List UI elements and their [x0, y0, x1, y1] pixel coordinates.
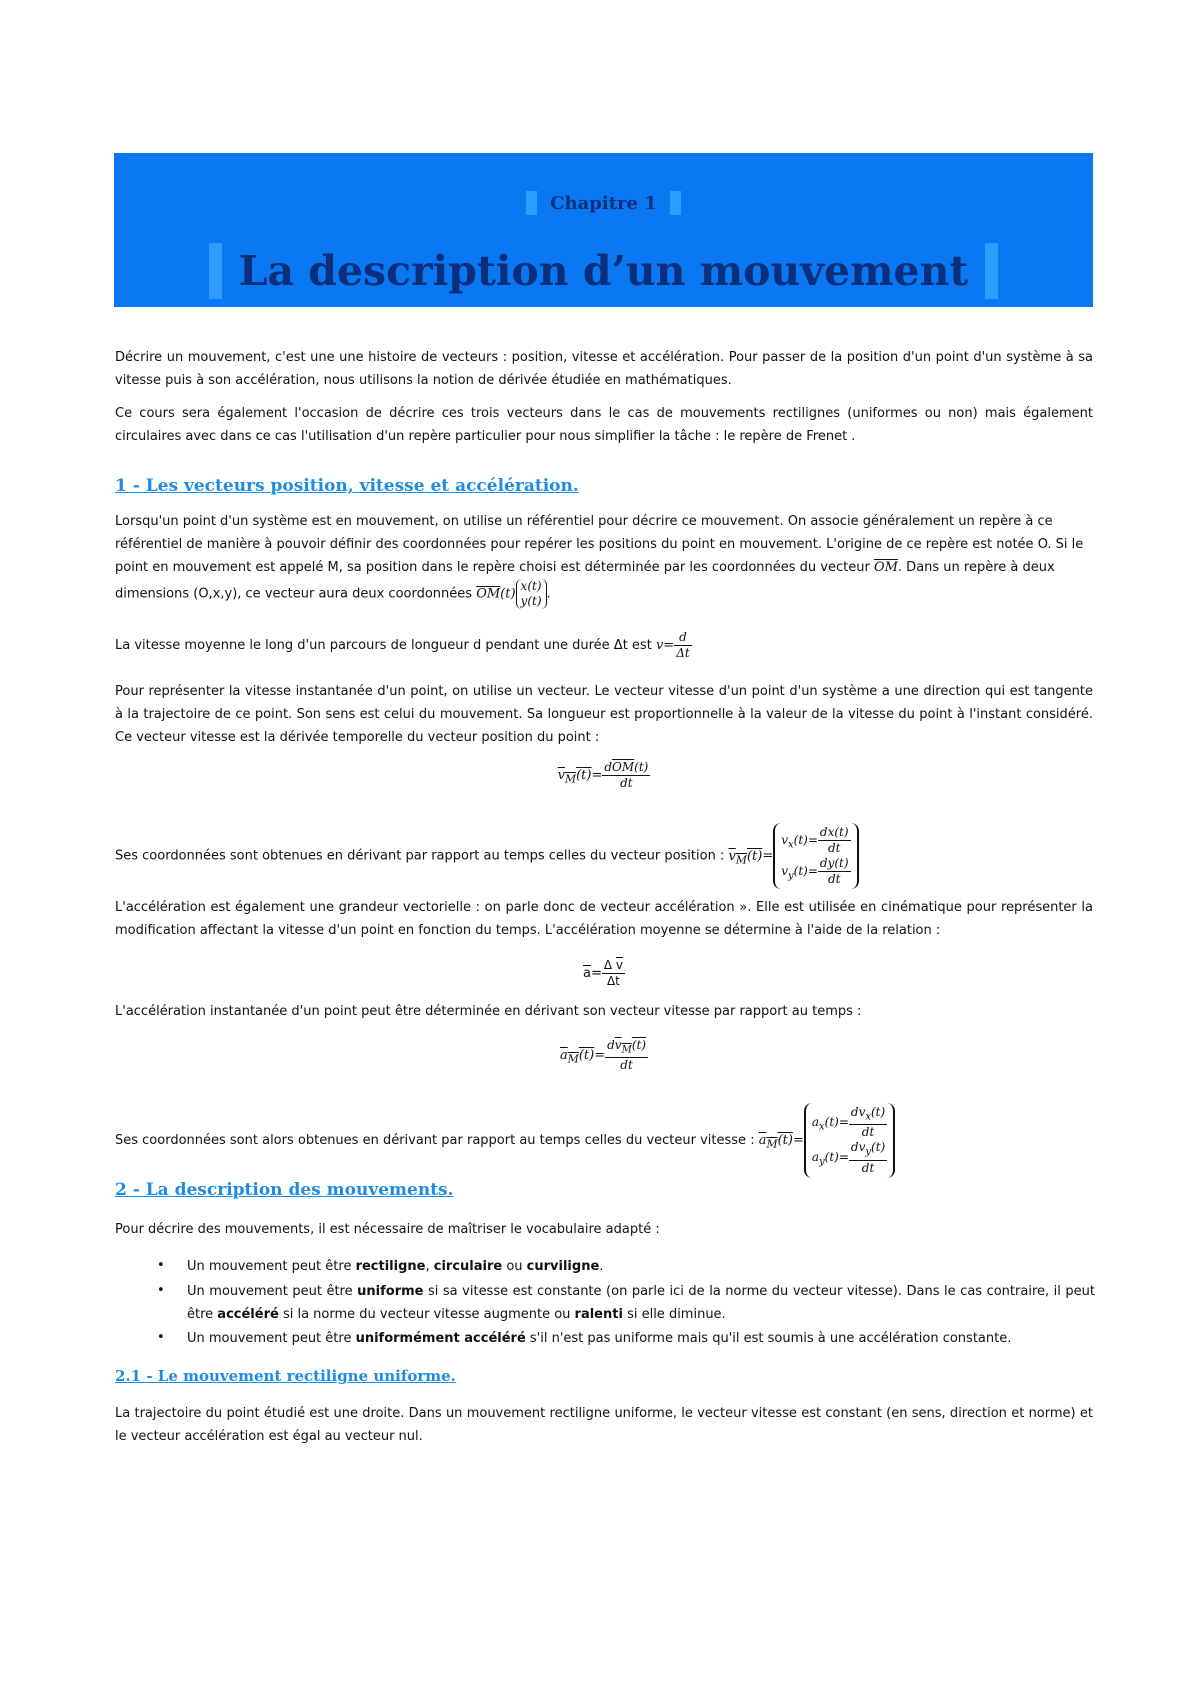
section-1-paragraph-2 — [115, 630, 1093, 661]
section-1-heading: 1 - Les vecteurs position, vitesse et accélération. — [115, 476, 579, 496]
velocity-coordinate-column: $v_x(t)=$ $\frac{dx(t)}{dt}$ $v_y(t)=$ $\frac{dy(t)}{dt}$ — [773, 823, 858, 889]
section-1-paragraph-6: L'accélération instantanée d'un point peut être déterminée en dérivant son vecteur vitesse par rapport au temps : — [115, 1004, 862, 1019]
om-t-label: $\overline{OM}$ — [476, 586, 501, 602]
acceleration-vector-formula: $a_M(t)=$ $dv_M(t)$ dt — [559, 1038, 647, 1073]
fraction: $\frac{\Delta \overline{v}}{\Delta t}$ — [603, 958, 623, 988]
list-item — [187, 1280, 1095, 1326]
decorative-bar-left-large — [209, 243, 222, 299]
text-run: si la norme du vecteur vitesse augmente ou — [278, 1307, 575, 1322]
chapter-label-row — [114, 191, 1093, 215]
section-2-heading: 2 - La description des mouvements. — [115, 1180, 454, 1200]
keyword: ralenti — [574, 1307, 623, 1322]
bullet-icon: • — [157, 1258, 165, 1273]
text-run: Ses coordonnées sont alors obtenues en dérivant par rapport au temps celles du vecteur vitesse : — [115, 1132, 759, 1148]
om-coordinate-column: x(t) y(t) — [516, 579, 547, 609]
keyword: circulaire — [433, 1259, 503, 1274]
fraction: $\frac{d}{\Delta t}$ — [676, 630, 690, 660]
section-1-paragraph-3: Pour représenter la vitesse instantanée d'un point, on utilise un vecteur. Le vecteur vitesse d'un point d'un système a une direction qui est tangente à la trajectoire de ce point. Son sens est celui du mouvement. Sa longueur est proportionnelle à la valeur de la vitesse du point à l'instant considéré. Ce vecteur vitesse est la dérivée temporelle du vecteur position du point : — [115, 684, 1093, 745]
acceleration-coordinate-column: $a_x(t)=$ $dv_x(t)$ dt $a_y(t)=$ $dv_y(t)$ dt — [804, 1103, 895, 1178]
section-2-1-paragraph-1: La trajectoire du point étudié est une droite. Dans un mouvement rectiligne uniforme, le vecteur vitesse est constant (en sens, direction et norme) et le vecteur accélération est égal au vecteur nul. — [115, 1406, 1093, 1444]
text-run: Un mouvement peut être — [187, 1259, 356, 1274]
chapter-banner — [114, 153, 1093, 307]
list-item — [187, 1327, 1095, 1350]
section-2-paragraph-1: Pour décrire des mouvements, il est nécessaire de maîtriser le vocabulaire adapté : — [115, 1222, 660, 1237]
mean-speed-formula: v= $\frac{d}{\Delta t}$ — [655, 630, 690, 660]
decorative-bar-right-large — [985, 243, 998, 299]
section-2-1-heading: 2.1 - Le mouvement rectiligne uniforme. — [115, 1367, 456, 1385]
text-run: Lorsqu'un point d'un système est en mouvement, on utilise un référentiel pour décrire ce mouvement. On associe généralement un repère à ce référentiel de manière à pouvoir définir des coordonnées pour repérer les positions du point en mouvement. L'origine de ce repère est notée O. Si le point en mouvement est appelé M, sa position dans le repère choisi est déterminée par les coordonnées du vecteur — [115, 514, 1084, 575]
velocity-coordinates-formula: $v_M(t)=v_x(t)=$ $\frac{dx(t)}{dt}$ $v_y(t)=$ $\frac{dy(t)}{dt}$ — [728, 823, 858, 889]
decorative-bar-right — [670, 191, 681, 215]
chapter-title-row — [114, 243, 1093, 299]
fraction: $d\overline{OM}(t)$ dt — [604, 760, 649, 790]
text-run: s'il n'est pas uniforme mais qu'il est soumis à une accélération constante. — [525, 1331, 1012, 1346]
text-run: Un mouvement peut être — [187, 1331, 356, 1346]
section-1-paragraph-5: L'accélération est également une grandeur vectorielle : on parle donc de vecteur accélération ». Elle est utilisée en cinématique pour représenter la modification affectant la vitesse d'un point en fonction du temps. L'accélération moyenne se détermine à l'aide de la relation : — [115, 900, 1093, 938]
bullet-icon: • — [157, 1330, 165, 1345]
keyword: accéléré — [217, 1307, 279, 1322]
chapter-title: La description d’un mouvement — [238, 247, 969, 295]
decorative-bar-left — [526, 191, 537, 215]
text-run: . Dans un repère à deux dimensions (O,x,y), ce vecteur aura deux coordonnées — [115, 560, 1055, 602]
text-run: si elle diminue. — [622, 1307, 726, 1322]
section-1-paragraph-4 — [115, 823, 1093, 889]
text-run: La vitesse moyenne le long d'un parcours de longueur d pendant une durée Δt est — [115, 638, 656, 653]
text-run: . — [599, 1259, 604, 1274]
keyword: curviligne — [526, 1259, 600, 1274]
bullet-icon: • — [157, 1283, 165, 1298]
text-run: Ses coordonnées sont obtenues en dérivant par rapport au temps celles du vecteur position : — [115, 848, 729, 864]
keyword: rectiligne — [355, 1259, 426, 1274]
text-run: si sa vitesse est constante (on parle ici de la norme du vecteur vitesse). Dans le cas contraire, il peut être — [187, 1284, 1095, 1322]
intro-paragraph-2: Ce cours sera également l'occasion de décrire ces trois vecteurs dans le cas de mouvements rectilignes (uniformes ou non) mais également circulaires avec dans ce cas l'utilisation d'un repère particulier pour nous simplifier la tâche : le repère de Frenet . — [115, 406, 1093, 444]
chapter-label: Chapitre 1 — [550, 192, 657, 214]
list-item — [187, 1255, 1095, 1278]
om-coordinates-formula: $\overline{OM}(t)x(t)$ y(t) — [476, 579, 546, 609]
mean-acceleration-formula: $\overline{a}=$ $\frac{\Delta \overline{v}}{\Delta t}$ — [582, 958, 623, 988]
keyword: uniforme — [357, 1284, 424, 1299]
velocity-vector-formula: $v_M(t)=$ $d\overline{OM}(t)$ dt — [557, 760, 649, 790]
acceleration-coordinates-formula: $a_M(t)=a_x(t)=$ $dv_x(t)$ dt $a_y(t)=$ $dv_y(t)$ dt — [759, 1103, 896, 1178]
text-run: , — [425, 1259, 434, 1274]
intro-paragraph-1: Décrire un mouvement, c'est une une histoire de vecteurs : position, vitesse et accélération. Pour passer de la position d'un point d'un système à sa vitesse puis à son accélération, nous utilisons la notion de dérivée étudiée en mathématiques. — [115, 350, 1093, 388]
fraction: $dv_M(t)$ dt — [607, 1038, 647, 1073]
vector-om: $\overline{OM}$ — [873, 560, 898, 575]
text-run: ou — [502, 1259, 527, 1274]
section-1-paragraph-7 — [115, 1103, 1093, 1178]
section-1-paragraph-1: Lorsqu'un point d'un système est en mouvement, on utilise un référentiel pour décrire ce mouvement. On associe généralement un repère à ce référentiel de manière à pouvoir définir des coordonnées pour repérer les positions du point en mouvement. L'origine de ce repère est notée O. Si le point en mouvement est appelé M, sa position dans le repère choisi est déterminée par les coordonnées du vecteur $\overline{OM}$. Dans un repère à deux dimensions (O,x,y), ce vecteur aura deux coordonnées $\overline{OM}(t)x(t)$ y(t) . — [115, 514, 1084, 608]
keyword: uniformément accéléré — [355, 1331, 526, 1346]
text-run: Un mouvement peut être — [187, 1284, 358, 1299]
